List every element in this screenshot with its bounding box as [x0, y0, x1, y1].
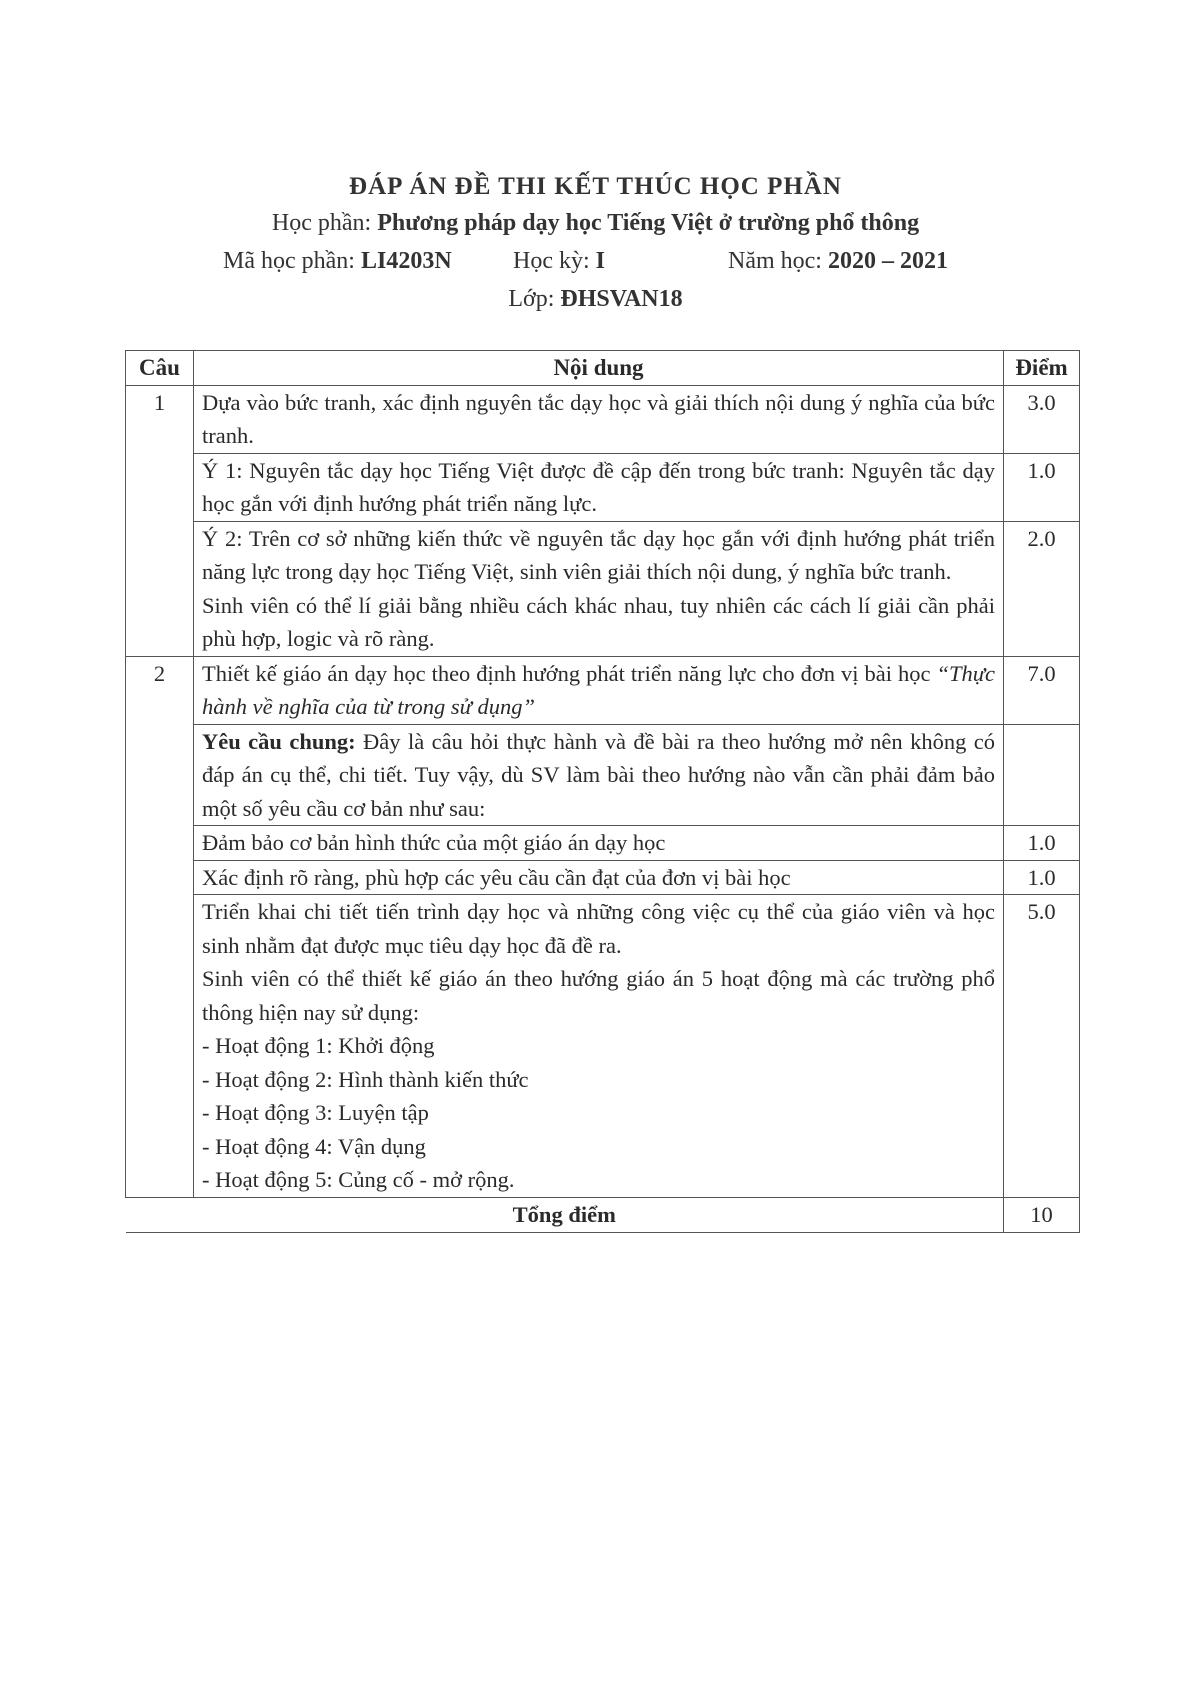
code-label: Mã học phần: — [223, 248, 355, 274]
class-value: ĐHSVAN18 — [560, 286, 683, 312]
table-row — [126, 860, 1080, 895]
answer-item — [194, 895, 1004, 1198]
answer-text: Triển khai chi tiết tiến trình dạy học và những công việc cụ thể của giáo viên và học sinh nhằm đạt được mục tiêu dạy học đã đề ra. — [202, 899, 995, 958]
answer-points: 5.0 — [1004, 895, 1080, 1198]
table-header-row — [126, 351, 1080, 386]
answer-points: 1.0 — [1004, 826, 1080, 861]
general-requirements — [194, 724, 1004, 826]
total-points: 10 — [1004, 1197, 1080, 1232]
course-name: Phương pháp dạy học Tiếng Việt ở trường phổ thông — [377, 210, 920, 236]
answer-points: 2.0 — [1004, 521, 1080, 656]
lesson-title: “Thực hành về nghĩa của từ trong sử dụng” — [202, 660, 995, 719]
table-row — [126, 895, 1080, 1198]
table-row — [126, 521, 1080, 656]
prompt-text: Thiết kế giáo án dạy học theo định hướng phát triển năng lực cho đơn vị bài học — [202, 660, 937, 686]
semester-value: I — [595, 248, 605, 274]
question-number: 1 — [126, 385, 194, 656]
activity-item: - Hoạt động 3: Luyện tập — [202, 1100, 429, 1125]
meta-line — [0, 242, 1191, 280]
answer-text: Ý 2: Trên cơ sở những kiến thức về nguyên tắc dạy học gắn với định hướng phát triển năng lực trong dạy học Tiếng Việt, sinh viên giải thích nội dung, ý nghĩa bức tranh. — [202, 525, 995, 584]
answer-note: Sinh viên có thể lí giải bằng nhiều cách khác nhau, tuy nhiên các cách lí giải cần phải phù hợp, logic và rõ ràng. — [202, 592, 995, 651]
table-row — [126, 385, 1080, 453]
table-row — [126, 724, 1080, 826]
activity-item: - Hoạt động 2: Hình thành kiến thức — [202, 1066, 529, 1092]
answer-table — [125, 350, 1080, 1233]
year-value: 2020 – 2021 — [827, 248, 948, 274]
answer-note: Sinh viên có thể thiết kế giáo án theo hướng giáo án 5 hoạt động mà các trường phổ thông hiện nay sử dụng: — [202, 966, 995, 1025]
code-value: LI4203N — [360, 248, 452, 274]
activity-item: - Hoạt động 1: Khởi động — [202, 1033, 435, 1058]
semester-label: Học kỳ: — [513, 248, 590, 274]
question-prompt: Dựa vào bức tranh, xác định nguyên tắc dạy học và giải thích nội dung ý nghĩa của bức tranh. — [194, 385, 1004, 453]
course-line — [0, 204, 1191, 242]
total-row — [126, 1197, 1080, 1232]
table-row — [126, 656, 1080, 724]
total-label: Tổng điểm — [126, 1197, 1004, 1232]
table-row — [126, 453, 1080, 521]
answer-item: Đảm bảo cơ bản hình thức của một giáo án dạy học — [194, 826, 1004, 861]
requirements-text: Đây là câu hỏi thực hành và đề bài ra theo hướng mở nên không có đáp án cụ thể, chi tiết. Tuy vậy, dù SV làm bài theo hướng nào vẫn cần phải đảm bảo một số yêu cầu cơ bản như sau: — [202, 728, 995, 821]
course-label: Học phần: — [271, 210, 372, 236]
answer-points-empty — [1004, 724, 1080, 826]
answer-item — [194, 521, 1004, 656]
question-points: 7.0 — [1004, 656, 1080, 724]
header-question: Câu — [126, 351, 194, 386]
requirements-label: Yêu cầu chung: — [202, 728, 356, 754]
document-title: ĐÁP ÁN ĐỀ THI KẾT THÚC HỌC PHẦN — [349, 173, 842, 200]
answer-points: 1.0 — [1004, 860, 1080, 895]
class-label: Lớp: — [508, 286, 555, 312]
answer-item: Ý 1: Nguyên tắc dạy học Tiếng Việt được đề cập đến trong bức tranh: Nguyên tắc dạy học gắn với định hướng phát triển năng lực. — [194, 453, 1004, 521]
year-label: Năm học: — [728, 248, 822, 274]
header-points: Điểm — [1004, 351, 1080, 386]
document-header — [0, 170, 1191, 318]
table-row — [126, 826, 1080, 861]
question-points: 3.0 — [1004, 385, 1080, 453]
activity-item: - Hoạt động 5: Củng cố - mở rộng. — [202, 1167, 515, 1192]
answer-points: 1.0 — [1004, 453, 1080, 521]
answer-item: Xác định rõ ràng, phù hợp các yêu cầu cần đạt của đơn vị bài học — [194, 860, 1004, 895]
header-content: Nội dung — [194, 351, 1004, 386]
class-line — [0, 280, 1191, 318]
question-prompt — [194, 656, 1004, 724]
question-number: 2 — [126, 656, 194, 1197]
activity-item: - Hoạt động 4: Vận dụng — [202, 1133, 426, 1159]
